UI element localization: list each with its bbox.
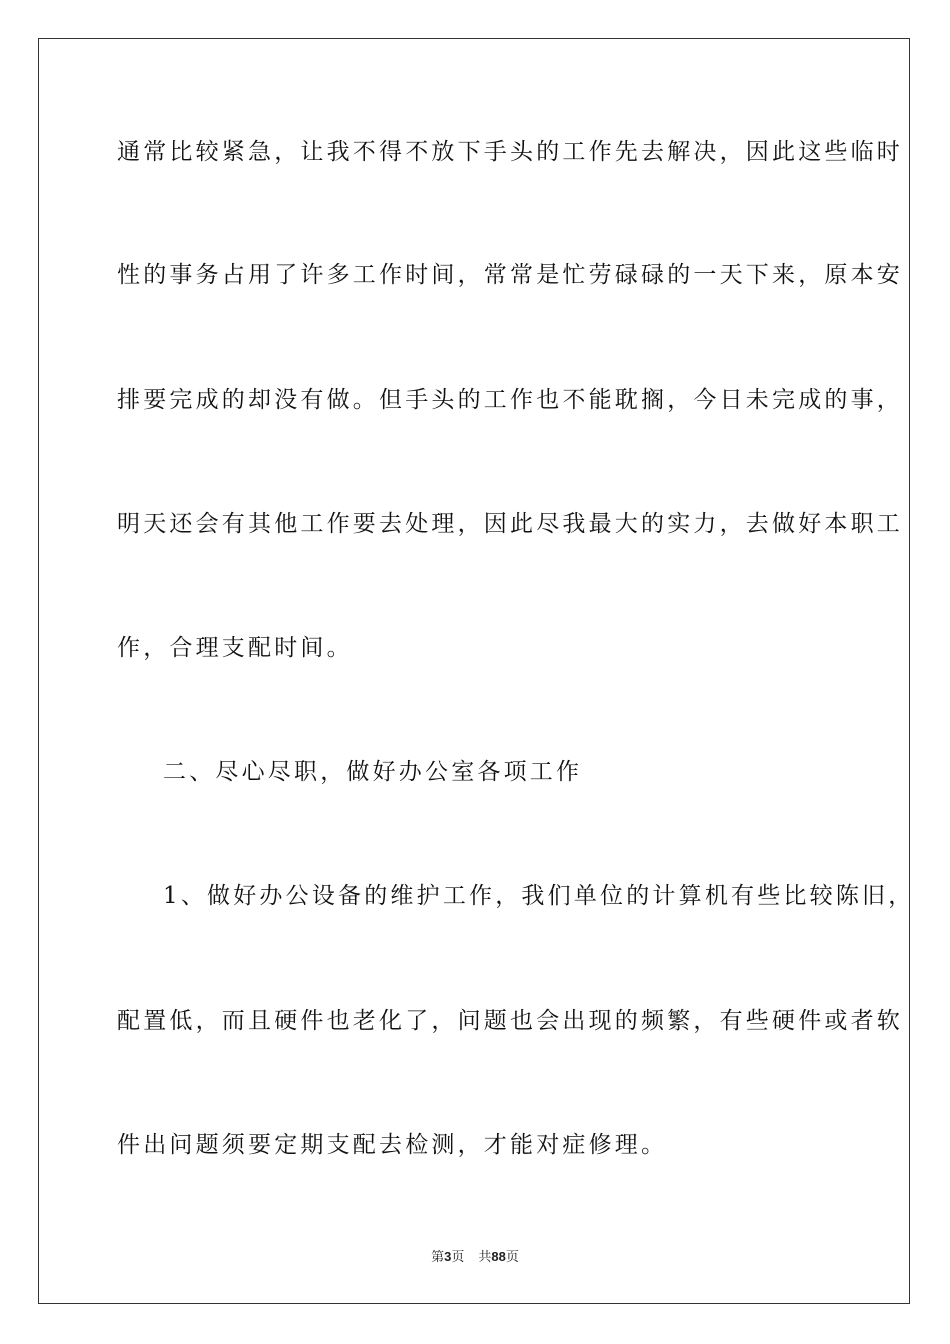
total-suffix: 页 [505, 1250, 519, 1265]
body-text-line: 性的事务占用了许多工作时间，常常是忙劳碌碌的一天下来，原本安 [117, 262, 903, 288]
body-text-line: 配置低，而且硬件也老化了，问题也会出现的频繁，有些硬件或者软 [117, 1008, 903, 1034]
page-prefix: 第 [431, 1250, 445, 1265]
page-footer [0, 1248, 950, 1267]
page-border [38, 38, 910, 1304]
body-text-line: 通常比较紧急，让我不得不放下手头的工作先去解决，因此这些临时 [117, 139, 903, 165]
total-page-count: 88 [491, 1249, 506, 1264]
section-heading: 二、尽心尽职，做好办公室各项工作 [163, 759, 583, 785]
body-text-line: 排要完成的却没有做。但手头的工作也不能耽搁，今日未完成的事， [117, 387, 903, 413]
body-text-line: 明天还会有其他工作要去处理，因此尽我最大的实力，去做好本职工 [117, 511, 903, 537]
current-page-number: 3 [444, 1249, 452, 1264]
paragraph-first-line: 1、做好办公设备的维护工作，我们单位的计算机有些比较陈旧， [163, 883, 915, 909]
body-text-line: 件出问题须要定期支配去检测，才能对症修理。 [117, 1132, 668, 1158]
total-prefix: 共 [478, 1250, 492, 1265]
page-suffix: 页 [451, 1250, 465, 1265]
body-text-line: 作，合理支配时间。 [117, 635, 353, 661]
